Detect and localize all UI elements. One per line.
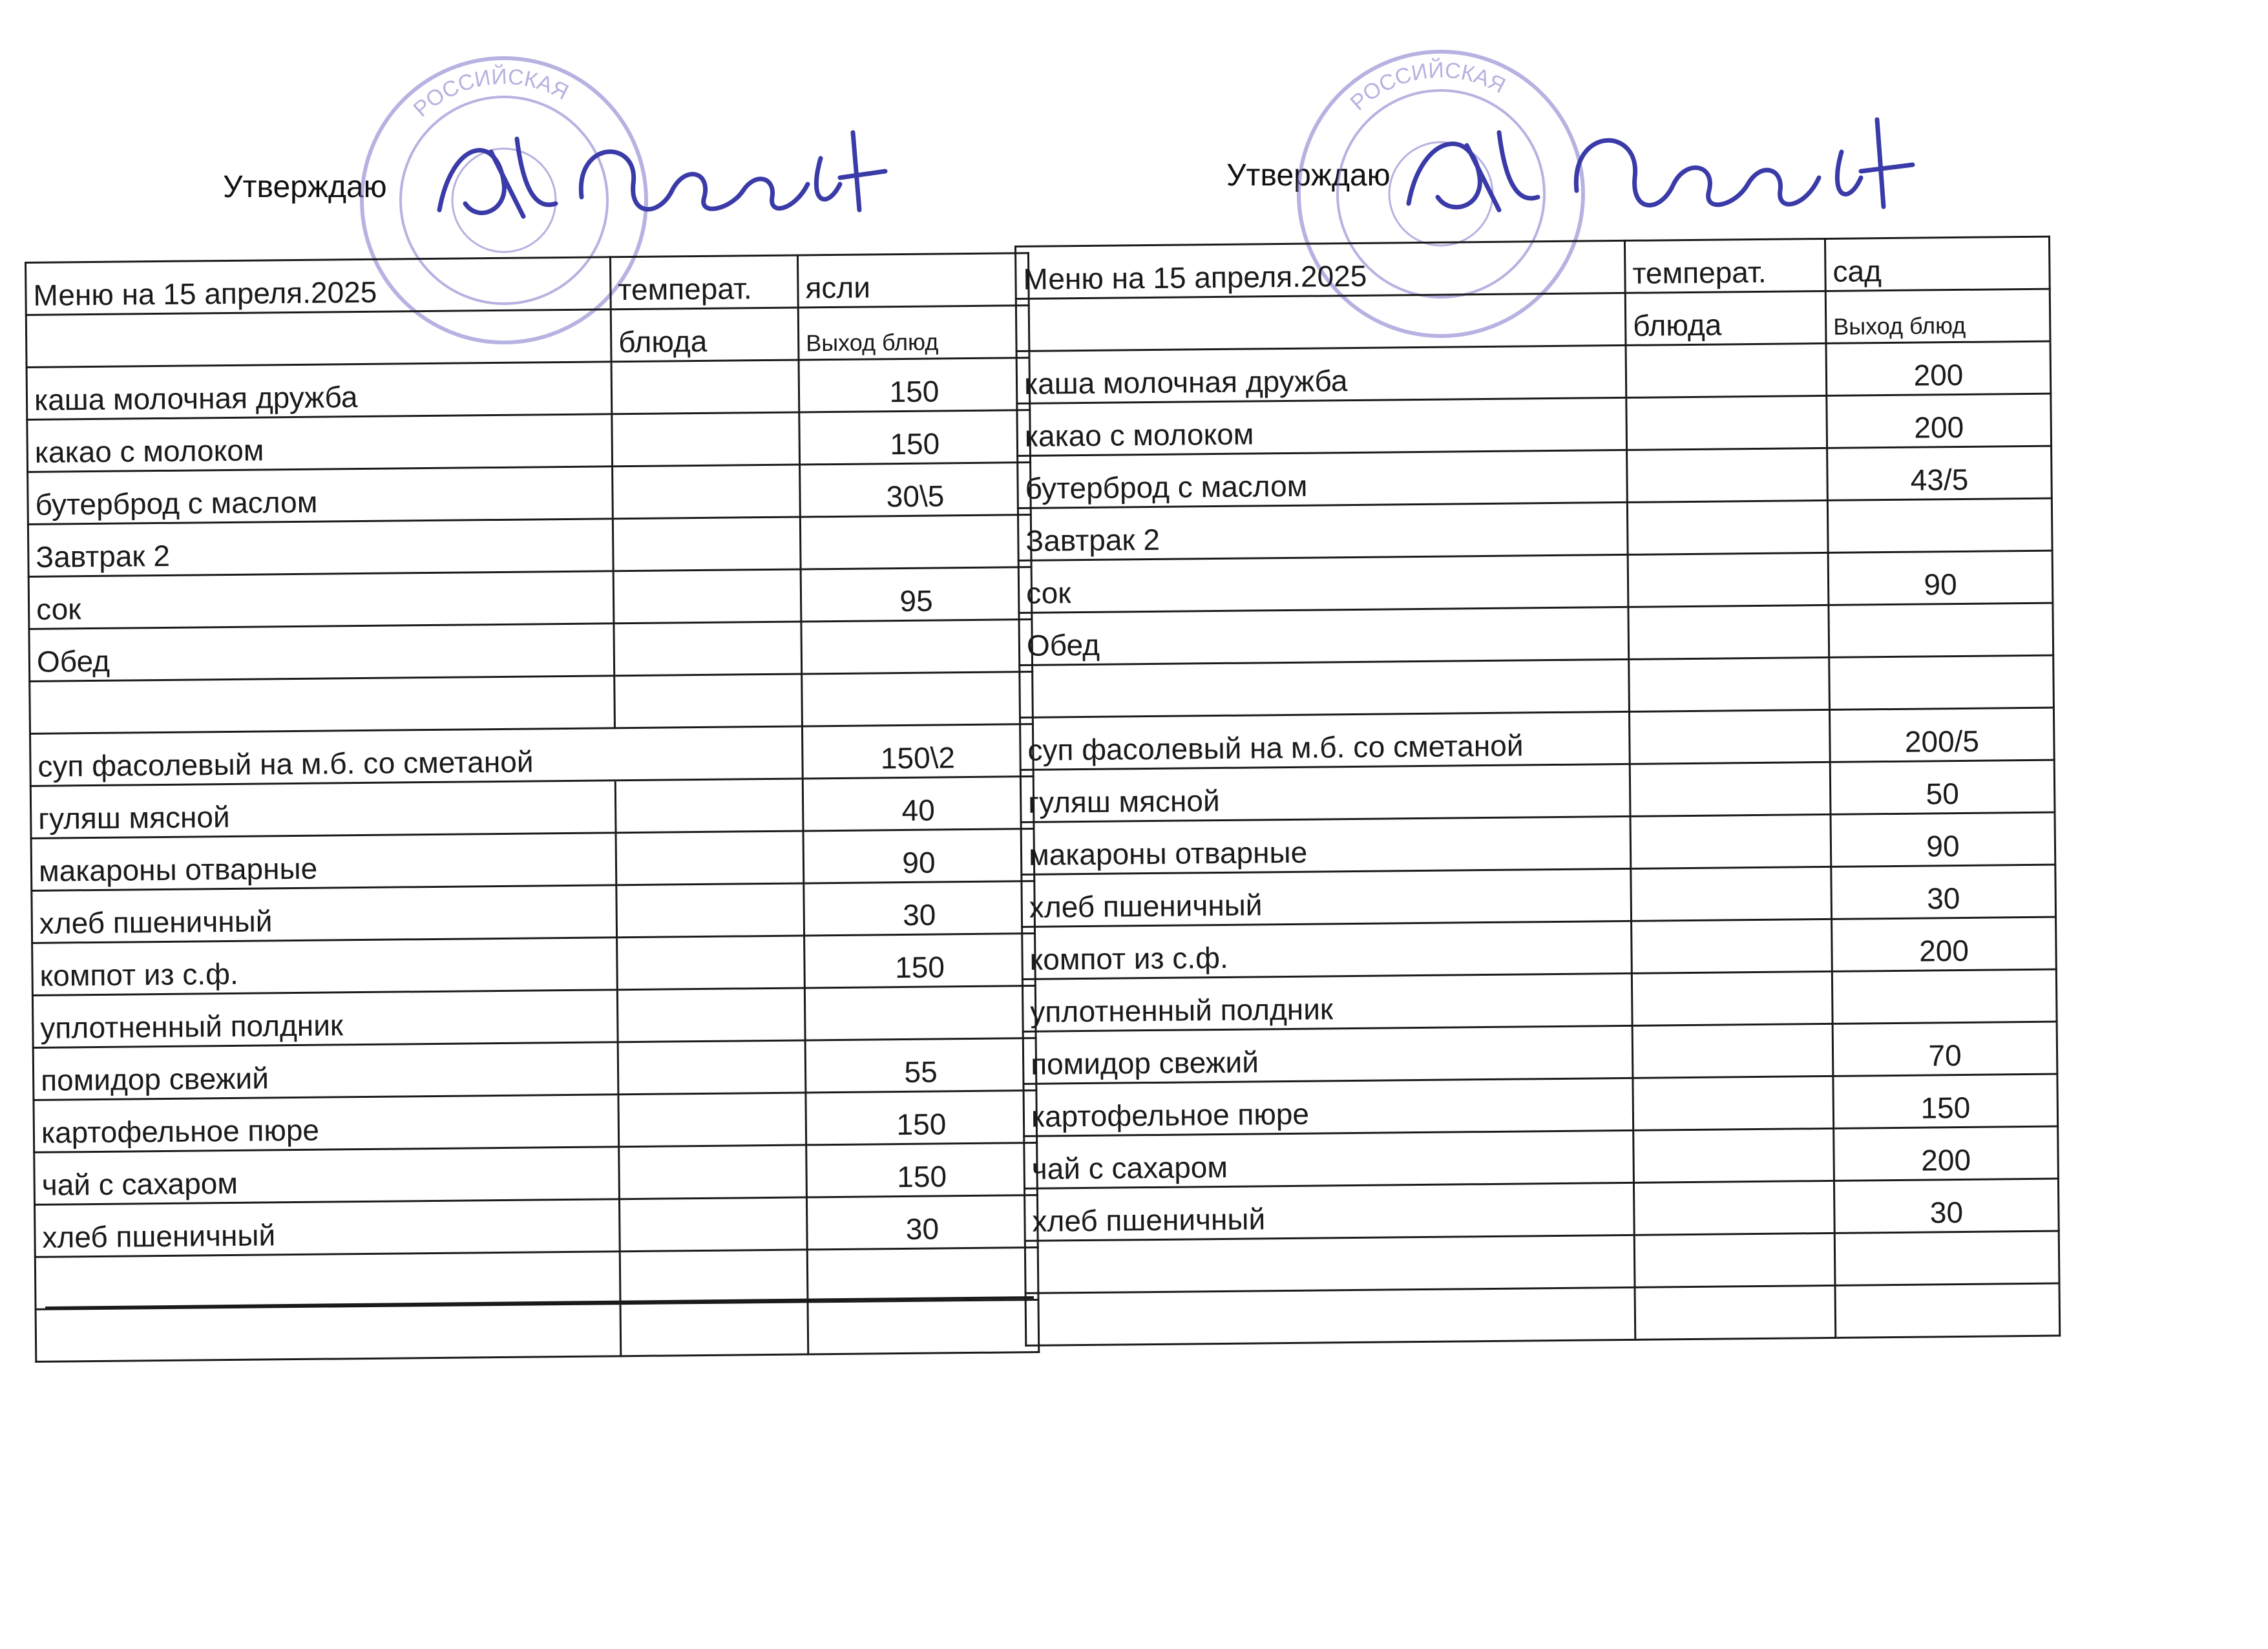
dish-output: 95 <box>801 567 1032 622</box>
temp-cell <box>1630 762 1831 816</box>
dish-output <box>1829 655 2054 709</box>
temp-header: температ. <box>1624 238 1825 293</box>
dish-output <box>804 986 1036 1040</box>
dish-name: хлеб пшеничный <box>32 885 617 943</box>
temp-cell <box>616 883 804 938</box>
dish-output: 200 <box>1827 394 2052 448</box>
dish-output: 200 <box>1834 1126 2059 1181</box>
dish-output <box>1829 603 2053 657</box>
menu-table-kindergarten <box>1014 236 2061 1347</box>
temp-cell <box>1633 1181 1834 1235</box>
table-row <box>30 724 1034 786</box>
dish-output: 90 <box>803 829 1034 883</box>
dish-name: компот из с.ф. <box>32 938 618 996</box>
dish-output: 150 <box>806 1143 1038 1197</box>
table-subheader-row <box>26 306 1029 368</box>
table-row <box>28 567 1032 629</box>
temp-cell <box>616 831 804 885</box>
dish-output <box>1834 1231 2059 1285</box>
dish-output: 70 <box>1832 1022 2057 1076</box>
dish-name <box>1020 659 1630 717</box>
dish-output <box>1832 969 2057 1024</box>
dish-output: 150 <box>799 410 1031 465</box>
table-row <box>1020 655 2054 717</box>
table-row <box>32 881 1035 943</box>
table-row <box>29 620 1033 682</box>
temp-cell <box>1630 814 1831 868</box>
table-row <box>32 986 1036 1048</box>
temp-cell <box>612 412 800 467</box>
dish-output: 200 <box>1832 917 2057 971</box>
temp-cell <box>613 465 801 519</box>
table-row <box>1020 708 2055 770</box>
dish-output: 90 <box>1828 551 2053 605</box>
empty-cell <box>1016 293 1626 351</box>
dish-output: 30 <box>1831 865 2056 919</box>
table-row <box>36 1300 1039 1362</box>
menu-table-nursery <box>25 252 1040 1363</box>
temp-cell <box>614 674 803 728</box>
table-row <box>1023 1022 2057 1084</box>
dish-name: суп фасолевый на м.б. со сметаной <box>1020 711 1630 770</box>
dish-name: чай с сахаром <box>34 1147 620 1205</box>
temp-cell <box>1628 605 1829 659</box>
dish-output: 50 <box>1830 760 2055 814</box>
table-row <box>1017 394 2052 456</box>
section-heading: уплотненный полдник <box>32 990 618 1048</box>
section-heading: уплотненный полдник <box>1022 973 1632 1031</box>
dish-name: картофельное пюре <box>1024 1078 1633 1136</box>
table-row <box>1025 1231 2059 1293</box>
dish-output: 40 <box>803 777 1034 831</box>
dish-name: гуляш мясной <box>30 781 616 839</box>
output-header: Выход блюд <box>798 306 1029 360</box>
temp-subheader: блюда <box>611 308 799 362</box>
table-row <box>34 1091 1037 1153</box>
dish-name: помидор свежий <box>1023 1025 1633 1084</box>
temp-cell <box>1629 709 1830 764</box>
temp-header: температ. <box>610 255 798 310</box>
dish-output <box>807 1248 1038 1302</box>
stamp-text-left: РОССИЙСКАЯ <box>408 64 572 122</box>
temp-cell <box>1632 919 1832 973</box>
approval-label-left: Утверждаю <box>223 170 387 204</box>
table-subheader-row <box>1016 289 2050 351</box>
temp-cell <box>614 622 802 676</box>
table-row <box>1016 341 2051 403</box>
dish-name: макароны отварные <box>1021 816 1631 874</box>
table-row <box>33 1038 1036 1100</box>
dish-name: картофельное пюре <box>34 1095 619 1153</box>
group-name: сад <box>1825 236 2050 291</box>
signature-right <box>1396 100 1926 239</box>
table-row <box>28 515 1031 577</box>
section-heading: Обед <box>1019 607 1629 665</box>
menu-title: Меню на 15 апреля.2025 <box>26 257 611 315</box>
table-row <box>1025 1283 2060 1345</box>
dish-output: 90 <box>1831 812 2055 867</box>
temp-cell <box>620 1302 808 1356</box>
dish-output <box>1827 498 2052 552</box>
table-row <box>32 934 1036 996</box>
table-row <box>1019 603 2053 665</box>
dish-name: бутерброд с маслом <box>1018 450 1628 508</box>
dish-output: 30\5 <box>800 463 1031 517</box>
dish-name: хлеб пшеничный <box>35 1199 620 1257</box>
temp-cell <box>1629 657 1830 711</box>
dish-output <box>808 1300 1039 1354</box>
dish-output: 200/5 <box>1829 708 2054 762</box>
dish-name: помидор свежий <box>33 1042 618 1100</box>
table-row <box>27 410 1031 472</box>
temp-cell <box>1626 395 1827 450</box>
table-row <box>1022 917 2057 979</box>
temp-cell <box>615 779 803 833</box>
dish-output: 150 <box>804 934 1036 988</box>
temp-cell <box>617 988 805 1042</box>
dish-name: хлеб пшеничный <box>1022 868 1632 927</box>
temp-cell <box>1634 1233 1835 1287</box>
table-row <box>1022 969 2057 1031</box>
temp-cell <box>1628 552 1829 607</box>
section-heading: Обед <box>29 624 614 682</box>
dish-output <box>802 672 1033 726</box>
dish-name: какао с молоком <box>27 414 613 472</box>
table-row <box>1024 1126 2059 1188</box>
dish-name: компот из с.ф. <box>1022 921 1632 979</box>
temp-cell <box>611 360 799 414</box>
temp-cell <box>1632 971 1832 1025</box>
table-row <box>35 1195 1038 1257</box>
table-row <box>31 829 1034 891</box>
dish-output <box>1835 1283 2060 1338</box>
table-row <box>1022 865 2056 927</box>
temp-cell <box>1633 1128 1834 1182</box>
temp-cell <box>1635 1285 1836 1339</box>
table-row <box>1025 1179 2059 1241</box>
temp-cell <box>617 936 805 990</box>
temp-subheader: блюда <box>1625 291 1826 345</box>
dish-name <box>35 1252 620 1310</box>
dish-name: макароны отварные <box>31 833 616 891</box>
dish-output: 150 <box>806 1091 1037 1145</box>
table-row <box>26 358 1030 420</box>
temp-cell <box>619 1145 807 1199</box>
dish-name: каша молочная дружба <box>26 362 612 420</box>
dish-name: суп фасолевый на м.б. со сметаной <box>30 728 616 786</box>
signature-left <box>426 113 898 242</box>
temp-cell <box>1631 867 1832 921</box>
dish-name <box>1025 1287 1635 1345</box>
table-row <box>28 463 1031 525</box>
dish-output: 43/5 <box>1827 446 2052 500</box>
dish-output: 200 <box>1826 341 2051 395</box>
table-row <box>1018 446 2052 508</box>
table-header-row <box>26 253 1029 315</box>
dish-output: 55 <box>805 1038 1036 1093</box>
temp-cell <box>618 1040 806 1095</box>
dish-name: хлеб пшеничный <box>1025 1182 1635 1241</box>
dish-name: какао с молоком <box>1017 397 1627 456</box>
table-row <box>30 777 1034 839</box>
dish-output: 150\2 <box>802 724 1033 779</box>
temp-cell <box>1626 343 1827 397</box>
table-row <box>1018 551 2053 613</box>
dish-name: чай с сахаром <box>1024 1130 1634 1188</box>
section-heading: Завтрак 2 <box>1018 502 1628 560</box>
dish-name: бутерброд с маслом <box>28 467 613 525</box>
dish-name <box>1025 1235 1635 1293</box>
dish-output: 150 <box>799 358 1030 412</box>
dish-output <box>800 515 1031 569</box>
table-row <box>1021 812 2055 874</box>
temp-cell <box>614 726 803 781</box>
table-row <box>1018 498 2052 560</box>
group-name: ясли <box>797 253 1029 308</box>
temp-cell <box>619 1197 807 1252</box>
temp-cell <box>1632 1024 1833 1078</box>
temp-cell <box>1627 448 1828 502</box>
temp-cell <box>613 517 801 571</box>
temp-cell <box>620 1250 808 1304</box>
temp-cell <box>613 569 801 624</box>
menu-title: Меню на 15 апреля.2025 <box>1016 240 1626 299</box>
dish-name: гуляш мясной <box>1020 764 1630 822</box>
dish-output: 30 <box>1834 1179 2059 1233</box>
dish-output <box>801 620 1033 674</box>
dish-name <box>30 676 615 734</box>
dish-output: 30 <box>804 881 1035 936</box>
table-header-row <box>1016 236 2050 299</box>
empty-cell <box>26 310 611 368</box>
dish-name: сок <box>28 571 614 629</box>
dish-output: 30 <box>806 1195 1038 1250</box>
dish-output: 150 <box>1833 1074 2058 1128</box>
temp-cell <box>1633 1076 1834 1130</box>
table-row <box>30 672 1033 734</box>
table-row <box>34 1143 1038 1205</box>
temp-cell <box>618 1093 806 1147</box>
dish-name <box>36 1304 621 1362</box>
stamp-text-right: РОССИЙСКАЯ <box>1345 58 1509 116</box>
table-row <box>1020 760 2055 822</box>
temp-cell <box>1627 500 1828 554</box>
section-heading: Завтрак 2 <box>28 519 613 577</box>
approval-label-right: Утверждаю <box>1226 158 1391 193</box>
output-header: Выход блюд <box>1825 289 2050 343</box>
dish-name: каша молочная дружба <box>1016 345 1626 403</box>
dish-name: сок <box>1018 554 1628 613</box>
table-row <box>1024 1074 2058 1136</box>
